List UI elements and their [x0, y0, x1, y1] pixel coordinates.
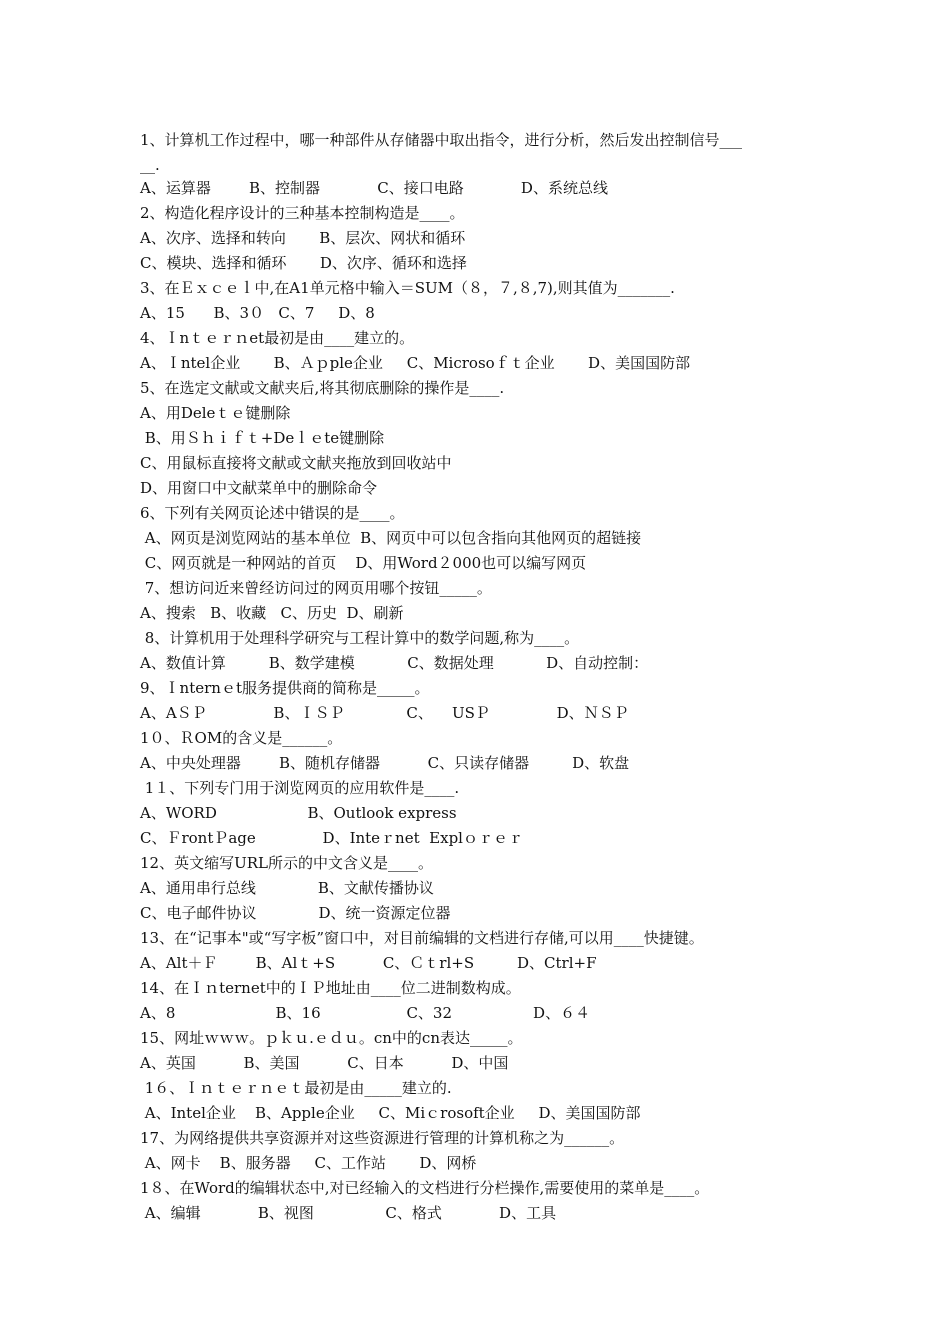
question-2-options-2: C、模块、选择和循环 D、次序、循环和选择	[140, 254, 467, 272]
question-1-text-cont: __.	[140, 156, 160, 174]
question-13-text: 13、在“记事本"或“写字板”窗口中，对目前编辑的文档进行存储,可以用____快捷键。	[140, 929, 704, 947]
question-14-text: 14、在Ｉｎternet中的ＩＰ地址由____位二进制数构成。	[140, 979, 521, 997]
question-5-option-b: B、用Ｓｈｉｆｔ+Deｌｅte键删除	[140, 429, 385, 447]
question-11-options-2: C、ＦrontＰage D、Inteｒnet Explｏｒｅｒ	[140, 829, 523, 847]
question-17-options: A、网卡 B、服务器 C、工作站 D、网桥	[140, 1154, 477, 1172]
question-11-options-1: A、WORD B、Outlook express	[140, 804, 457, 822]
question-15-text: 15、网址ｗｗｗ。ｐｋｕ.ｅｄｕ。cn中的cn表达_____。	[140, 1029, 523, 1047]
question-5-option-c: C、用鼠标直接将文献或文献夹拖放到回收站中	[140, 454, 452, 472]
question-12-text: 12、英文缩写URL所示的中文含义是____。	[140, 854, 433, 872]
question-14-options: A、8 B、16 C、32 D、６４	[140, 1004, 591, 1022]
question-4-text: 4、Ｉnｔｅｒｎet最初是由____建立的。	[140, 329, 415, 347]
question-16-text: 1６、Ｉｎｔｅｒｎｅｔ最初是由_____建立的.	[140, 1079, 452, 1097]
question-7-options: A、搜索 B、收藏 C、历史 D、刷新	[140, 604, 404, 622]
question-12-options-1: A、通用串行总线 B、文献传播协议	[140, 879, 434, 897]
question-12-options-2: C、电子邮件协议 D、统一资源定位器	[140, 904, 451, 922]
question-18-text: 1８、在Word的编辑状态中,对已经输入的文档进行分栏操作,需要使用的菜单是____。	[140, 1179, 710, 1197]
question-13-options: A、Alt＋Ｆ B、Alｔ+S C、Ｃｔrl+S D、Ctrl+F	[140, 954, 597, 972]
question-5-text: 5、在选定文献或文献夹后,将其彻底删除的操作是____.	[140, 379, 505, 397]
question-2-options-1: A、次序、选择和转向 B、层次、网状和循环	[140, 229, 466, 247]
question-11-text: 1１、下列专门用于浏览网页的应用软件是____.	[140, 779, 460, 797]
question-8-text: 8、计算机用于处理科学研究与工程计算中的数学问题,称为____。	[140, 629, 580, 647]
question-1-text: 1、计算机工作过程中，哪一种部件从存储器中取出指令，进行分析，然后发出控制信号___	[140, 131, 743, 149]
question-10-text: 1０、ＲOM的含义是______。	[140, 729, 343, 747]
question-9-text: 9、Ｉnternｅt服务提供商的简称是_____。	[140, 679, 430, 697]
question-16-options: A、Intel企业 B、Apple企业 C、Miｃrosoft企业 D、美国国防部	[140, 1104, 641, 1122]
question-3-options: A、15 B、3０ C、7 D、8	[140, 304, 375, 322]
question-15-options: A、英国 B、美国 C、日本 D、中国	[140, 1054, 509, 1072]
question-8-options: A、数值计算 B、数学建模 C、数据处理 D、自动控制：	[140, 654, 649, 672]
question-7-text: 7、想访问近来曾经访问过的网页用哪个按钮_____。	[140, 579, 492, 597]
question-6-options-1: A、网页是浏览网站的基本单位 B、网页中可以包含指向其他网页的超链接	[140, 529, 642, 547]
question-5-option-a: A、用Deleｔｅ键删除	[140, 404, 291, 422]
question-10-options: A、中央处理器 B、随机存储器 C、只读存储器 D、软盘	[140, 754, 630, 772]
question-6-text: 6、下列有关网页论述中错误的是____。	[140, 504, 405, 522]
question-3-text: 3、在Ｅｘｃｅｌ中,在A1单元格中输入＝SUM（８，７,８,7),则其值为_______.	[140, 279, 675, 297]
question-4-options: A、Ｉntel企业 B、Ａｐple企业 C、Microsoｆｔ企业 D、美国国防部	[140, 354, 691, 372]
question-1-options: A、运算器 B、控制器 C、接口电路 D、系统总线	[140, 179, 608, 197]
question-9-options: A、AＳＰ B、ＩＳＰ C、 USＰ D、ＮＳＰ	[140, 704, 629, 722]
question-18-options: A、编辑 B、视图 C、格式 D、工具	[140, 1204, 557, 1222]
question-5-option-d: D、用窗口中文献菜单中的删除命令	[140, 479, 378, 497]
question-2-text: 2、构造化程序设计的三种基本控制构造是____。	[140, 204, 465, 222]
question-17-text: 17、为网络提供共享资源并对这些资源进行管理的计算机称之为______。	[140, 1129, 625, 1147]
question-6-options-2: C、网页就是一种网站的首页 D、用Word２000也可以编写网页	[140, 554, 587, 572]
